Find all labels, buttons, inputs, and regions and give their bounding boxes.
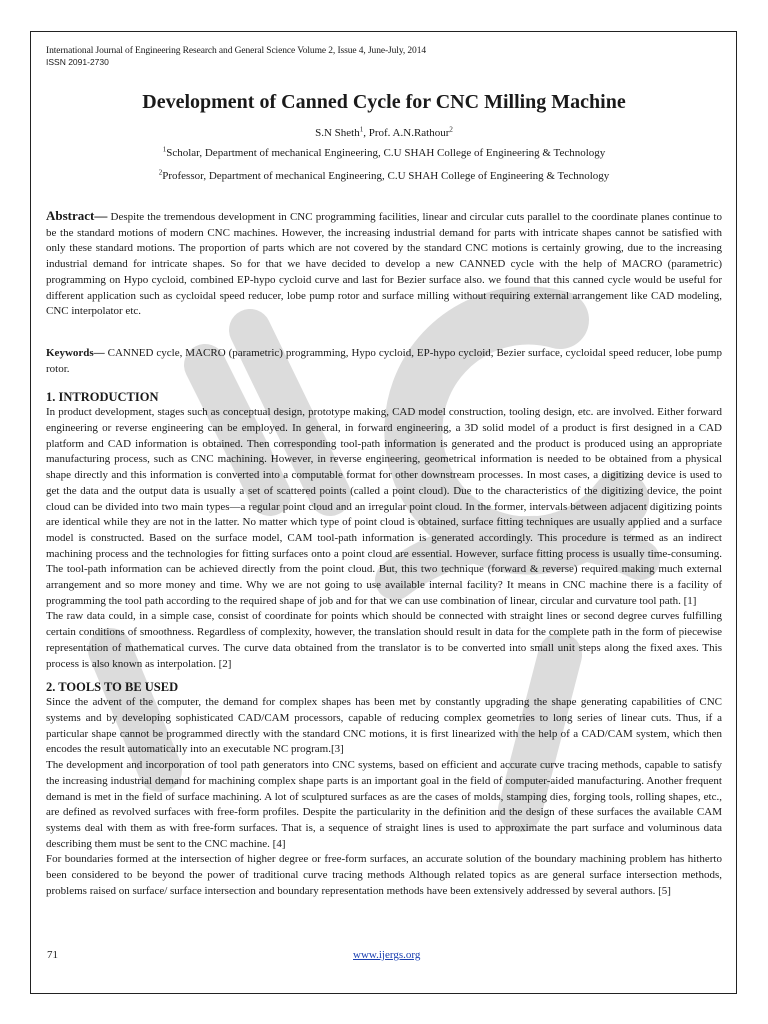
affiliation-1-text: Scholar, Department of mechanical Engineering, C.U SHAH College of Engineering & Technology [166, 147, 606, 159]
affiliation-2 [46, 169, 722, 183]
affiliation-1 [46, 146, 722, 160]
page-number: 71 [47, 949, 58, 961]
abstract-heading: Abstract— [46, 208, 108, 223]
author-1: S.N Sheth [315, 127, 360, 139]
author-2: , Prof. A.N.Rathour [363, 127, 450, 139]
abstract-text: Despite the tremendous development in CNC programming facilities, linear and circular cuts parallel to the coordinate planes continue to be the standard motions of modern CNC machines. However, the increasing industrial demand for parts with intricate shapes cannot be satisfied with only these standard motions. The proportion of parts which are not covered by the standard CNC motions is certainly growing, due to the increasing industrial demand for intricate shapes. So for that we have decided to develop a new CANNED cycle with the help of MACRO (parametric) programming on Hypo cycloid, combined EP-hypo cycloid curve and last for Bezier surface also. we found that this canned cycle would be useful for different application such as cycloidal speed reducer, lobe pump rotor and surface milling without requiring external arrangement like CAD modeling, CNC interpolator etc. [46, 211, 722, 318]
journal-header: International Journal of Engineering Research and General Science Volume 2, Issue 4, June-July, 2014 [46, 46, 427, 56]
tools-paragraph-2: The development and incorporation of tool path generators into CNC systems, based on efficient and accurate curve tracing methods, capable to satisfy the increasing industrial demand for machining complex shape parts is an important goal in the field of computer-aided manufacturing. Another frequent demand is met in the field of surface machining. A lot of sculptured surfaces as are the cases of molds, stamping dies, forging tools, rolling shapes, etc., are defined as revolved surfaces with free-form profiles. Despite the particularity in the definition and the design of these surfaces the available CAM systems deal with them as with free-form surfaces. That is, a sequence of straight lines is used to approximate the part surface and voluminous data describing them must be sent to the CNC machine. [4] [46, 759, 722, 850]
author-2-sup: 2 [449, 125, 453, 134]
website-link[interactable]: www.ijergs.org [353, 949, 421, 961]
tools-paragraph-1: Since the advent of the computer, the demand for complex shapes has been met by constantly upgrading the shape generating capabilities of CNC systems and by developing sophisticated CAD/CAM processors, capable of reducing complex geometries to long series of linear cuts. Thus, if a particular shape cannot be programmed directly with the standard CNC motions, it is first linearized with the help of a CAD/CAM system, which then encodes the result automatically into an executable NC program.[3] [46, 696, 722, 756]
keywords-text: CANNED cycle, MACRO (parametric) programming, Hypo cycloid, EP-hypo cycloid, Bezier surface, cycloidal speed reducer, lobe pump rotor. [46, 346, 722, 375]
section-heading-introduction: 1. INTRODUCTION [46, 390, 159, 405]
issn-label: ISSN 2091-2730 [46, 57, 109, 67]
abstract [46, 208, 722, 320]
keywords [46, 346, 722, 377]
affiliation-2-sup: 2 [158, 168, 163, 177]
keywords-heading: Keywords— [46, 346, 105, 359]
author-line [46, 126, 722, 140]
author-1-sup: 1 [359, 125, 364, 134]
paper-title: Development of Canned Cycle for CNC Milling Machine [142, 91, 626, 113]
tools-paragraph-3: For boundaries formed at the intersection of higher degree or free-form surfaces, an accurate solution of the boundary machining problem has hitherto been considered to be beyond the power of traditional curve tracing methods Although related topics as are general surface intersection methods, problems raised on surface/ surface intersection and boundary representation methods have been extensively addressed by several authors. [5] [46, 853, 722, 897]
section-heading-tools: 2. TOOLS TO BE USED [46, 680, 179, 695]
page-content [46, 45, 722, 899]
affiliation-2-text: Professor, Department of mechanical Engineering, C.U SHAH College of Engineering & Technology [162, 170, 610, 182]
intro-paragraph-1: In product development, stages such as conceptual design, prototype making, CAD model construction, tooling design, etc. are involved. Either forward engineering or reverse engineering can be employed. In general, in forward engineering, a 3D solid model of a product is first designed in a CAD platform and CAD information is obtained. Then corresponding tool-path information is generated and the product is produced using an appropriate manufacturing process, such as CNC machining. However, in reverse engineering, geometrical information is needed to be obtained from a physical shape directly and this information is converted into a computable format for other downstream processes. In most cases, a digitizing device is used to get the data and the output data is usually a set of scattered points (called a point cloud). Due to the characteristics of the digitizing device, the point cloud can be divided into two main types—a regular point cloud and an irregular point cloud. In the former, intervals between adjacent digitizing points are identical while they are not in the latter. No matter which type of point cloud is obtained, surface fitting techniques are usually applied and a surface model is constructed. Based on the surface model, CAM tool-path information is generated accordingly. This procedure is termed as an indirect machining process and the technologies for fitting surfaces onto a point cloud are essential. However, surface fitting process is usually time-consuming. The tool-path information can be achieved directly from the point cloud. But, this two technique (forward & reverse) required making much external arrangement and so more money and time. Why we are not going to use available internal facility? It means in CNC machine there is a facility of programming the tool path according to the required shape of job and for that we can use combination of linear, circular and curvature tool path. [1] [46, 406, 722, 607]
affiliation-1-sup: 1 [162, 145, 167, 154]
intro-paragraph-2: The raw data could, in a simple case, consist of coordinate for points which should be connected with straight lines or second degree curves fulfilling certain conditions of smoothness. Regardless of complexity, however, the translation should result in data for the complete path in the form of piecewise representation of mathematical curves. The curve data obtained from the translator is to be converted into small unit steps along the fixed axes. This process is also known as interpolation. [2] [46, 610, 722, 670]
